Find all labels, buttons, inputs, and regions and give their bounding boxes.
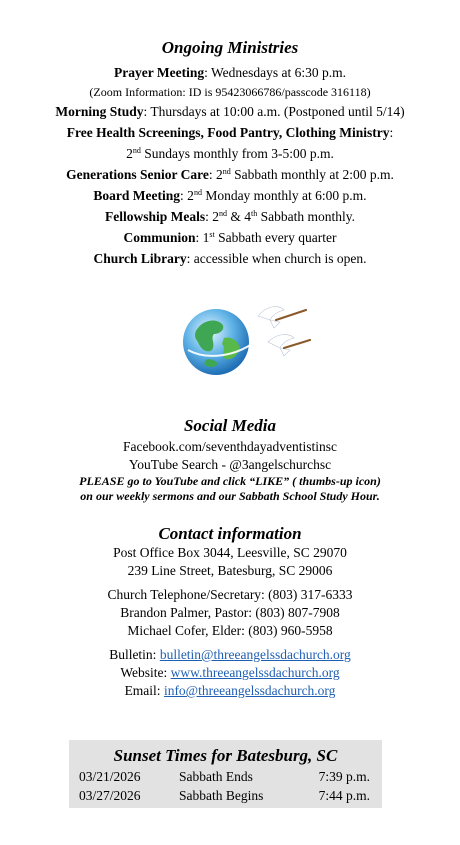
elder-line: Michael Cofer, Elder: (803) 960-5958 [127, 623, 333, 638]
sunset-row [69, 786, 382, 805]
pastor-line: Brandon Palmer, Pastor: (803) 807-7908 [120, 605, 340, 620]
board-text: Monday monthly at 6:00 p.m. [201, 188, 367, 203]
health-sup: nd [132, 146, 141, 155]
study-text: : Thursdays at 10:00 a.m. (Postponed until 5/14) [143, 104, 405, 119]
senior-sup: nd [222, 167, 231, 176]
facebook-line: Facebook.com/seventhdayadventistinsc [122, 439, 338, 454]
social-media-section [0, 416, 460, 504]
fellowship-sup2: th [251, 209, 258, 218]
fellowship-mid: & 4 [227, 209, 252, 224]
senior-text: Sabbath monthly at 2:00 p.m. [230, 167, 394, 182]
fellowship-label: Fellowship Meals [104, 209, 206, 224]
phone-line: Church Telephone/Secretary: (803) 317-6333 [107, 587, 353, 602]
board-sup: nd [193, 188, 202, 197]
library-line [0, 248, 460, 269]
sunset-times-box [69, 740, 382, 808]
ministries-title: Ongoing Ministries [161, 38, 299, 57]
bulletin-line [0, 646, 460, 664]
fellowship-pre: : 2 [205, 209, 219, 224]
street-line: 239 Line Street, Batesburg, SC 29006 [127, 563, 333, 578]
board-pre: : 2 [180, 188, 194, 203]
health-text: Sundays monthly from 3-5:00 p.m. [140, 146, 334, 161]
sunset-time: 7:39 p.m. [318, 769, 370, 784]
fellowship-line [0, 206, 460, 227]
contact-section [0, 524, 460, 700]
sunset-row [69, 767, 382, 786]
website-link[interactable]: www.threeangelssdachurch.org [170, 665, 340, 680]
email-line [0, 682, 460, 700]
fellowship-text: Sabbath monthly. [257, 209, 355, 224]
prayer-text: : Wednesdays at 6:30 p.m. [204, 65, 346, 80]
communion-text: Sabbath every quarter [214, 230, 337, 245]
youtube-note-line-1: PLEASE go to YouTube and click “LIKE” ( thumbs-up icon) [79, 474, 381, 488]
health-label-line [0, 122, 460, 143]
sunset-time: 7:44 p.m. [318, 788, 370, 803]
sunset-event: Sabbath Ends [179, 769, 253, 784]
sunset-title: Sunset Times for Batesburg, SC [113, 746, 338, 765]
prayer-label: Prayer Meeting [114, 65, 205, 80]
website-line [0, 664, 460, 682]
study-label: Morning Study [55, 104, 144, 119]
health-label: Free Health Screenings, Food Pantry, Clothing Ministry [66, 125, 390, 140]
youtube-line: YouTube Search - @3angelschurchsc [128, 457, 332, 472]
email-label: Email: [124, 683, 164, 698]
health-num: 2 [126, 146, 133, 161]
globe-with-angels-icon [176, 298, 316, 384]
library-label: Church Library [93, 251, 187, 266]
communion-sup: st [209, 230, 215, 239]
po-box-line: Post Office Box 3044, Leesville, SC 29070 [113, 545, 347, 560]
morning-study-line [0, 101, 460, 122]
youtube-note-line-2: on our weekly sermons and our Sabbath School Study Hour. [80, 489, 380, 503]
sunset-event: Sabbath Begins [179, 788, 264, 803]
library-text: : accessible when church is open. [186, 251, 367, 266]
senior-care-line [0, 164, 460, 185]
sunset-date: 03/27/2026 [79, 788, 141, 803]
website-label: Website: [120, 665, 171, 680]
communion-line [0, 227, 460, 248]
bulletin-email-link[interactable]: bulletin@threeangelssdachurch.org [159, 647, 351, 662]
senior-label: Generations Senior Care [66, 167, 209, 182]
health-colon: : [389, 125, 394, 140]
communion-label: Communion [123, 230, 196, 245]
fellowship-sup1: nd [219, 209, 227, 218]
board-label: Board Meeting [93, 188, 181, 203]
ongoing-ministries-section [0, 38, 460, 269]
board-meeting-line [0, 185, 460, 206]
bulletin-label: Bulletin: [109, 647, 160, 662]
sunset-date: 03/21/2026 [79, 769, 141, 784]
prayer-meeting-line [0, 62, 460, 83]
contact-title: Contact information [158, 524, 302, 543]
health-schedule-line [0, 143, 460, 164]
social-title: Social Media [183, 416, 277, 435]
senior-pre: : 2 [208, 167, 223, 182]
communion-pre: : 1 [195, 230, 210, 245]
email-link[interactable]: info@threeangelssdachurch.org [163, 683, 336, 698]
zoom-info-line: (Zoom Information: ID is 95423066786/passcode 316118) [89, 85, 371, 99]
